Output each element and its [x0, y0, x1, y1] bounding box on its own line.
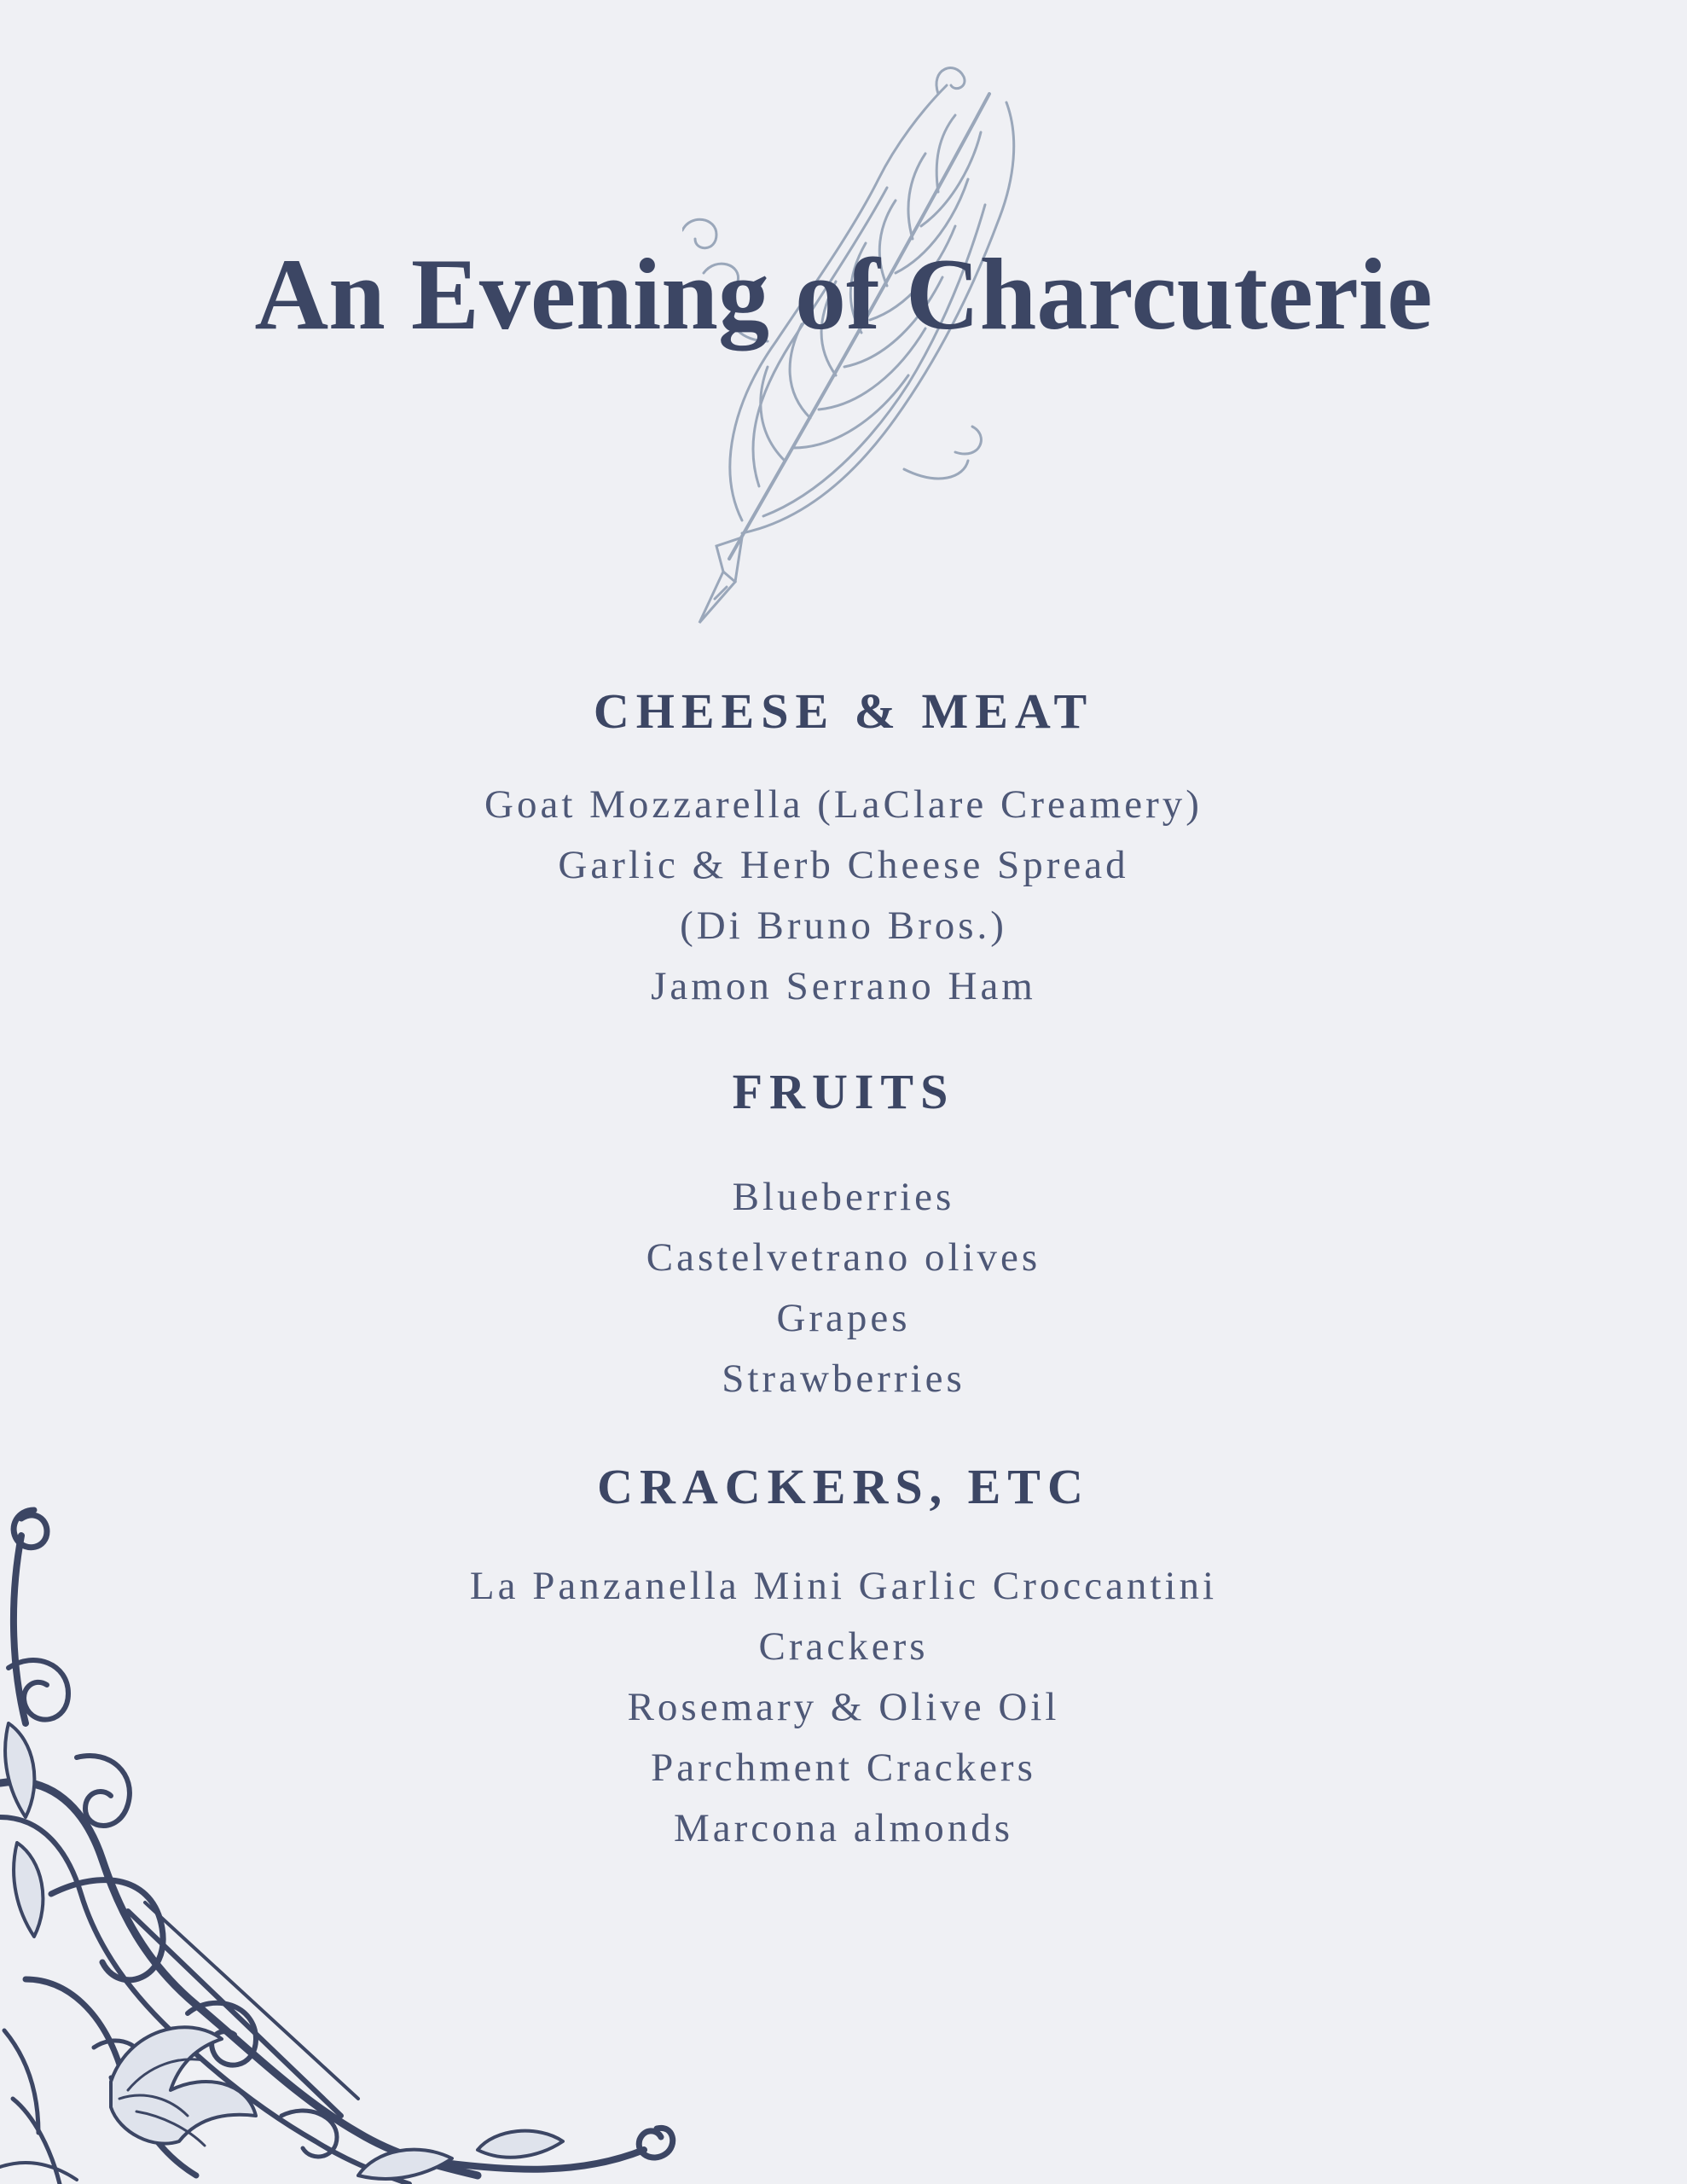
- list-item: Jamon Serrano Ham: [651, 964, 1036, 1008]
- section-heading-crackers: CRACKERS, ETC: [597, 1459, 1090, 1514]
- section-heading-cheese-meat: CHEESE & MEAT: [593, 683, 1094, 739]
- list-item: Marcona almonds: [673, 1806, 1014, 1850]
- list-item: Garlic & Herb Cheese Spread (Di Bruno Bros.): [558, 843, 1129, 948]
- list-item: La Panzanella Mini Garlic Croccantini Crackers: [469, 1564, 1218, 1669]
- list-item: Rosemary & Olive Oil Parchment Crackers: [627, 1685, 1060, 1790]
- section-list-crackers: [417, 1556, 1270, 1859]
- list-item: Blueberries: [732, 1175, 955, 1219]
- list-item: Castelvetrano olives: [646, 1235, 1041, 1280]
- list-item: Goat Mozzarella (LaClare Creamery): [484, 782, 1203, 827]
- menu-title: An Evening of Charcuterie: [254, 237, 1433, 351]
- list-item: Strawberries: [722, 1356, 965, 1401]
- list-item: Grapes: [776, 1296, 911, 1340]
- section-list-fruits: [417, 1167, 1270, 1409]
- section-heading-fruits: FRUITS: [732, 1064, 955, 1119]
- section-list-cheese-meat: [417, 775, 1270, 1017]
